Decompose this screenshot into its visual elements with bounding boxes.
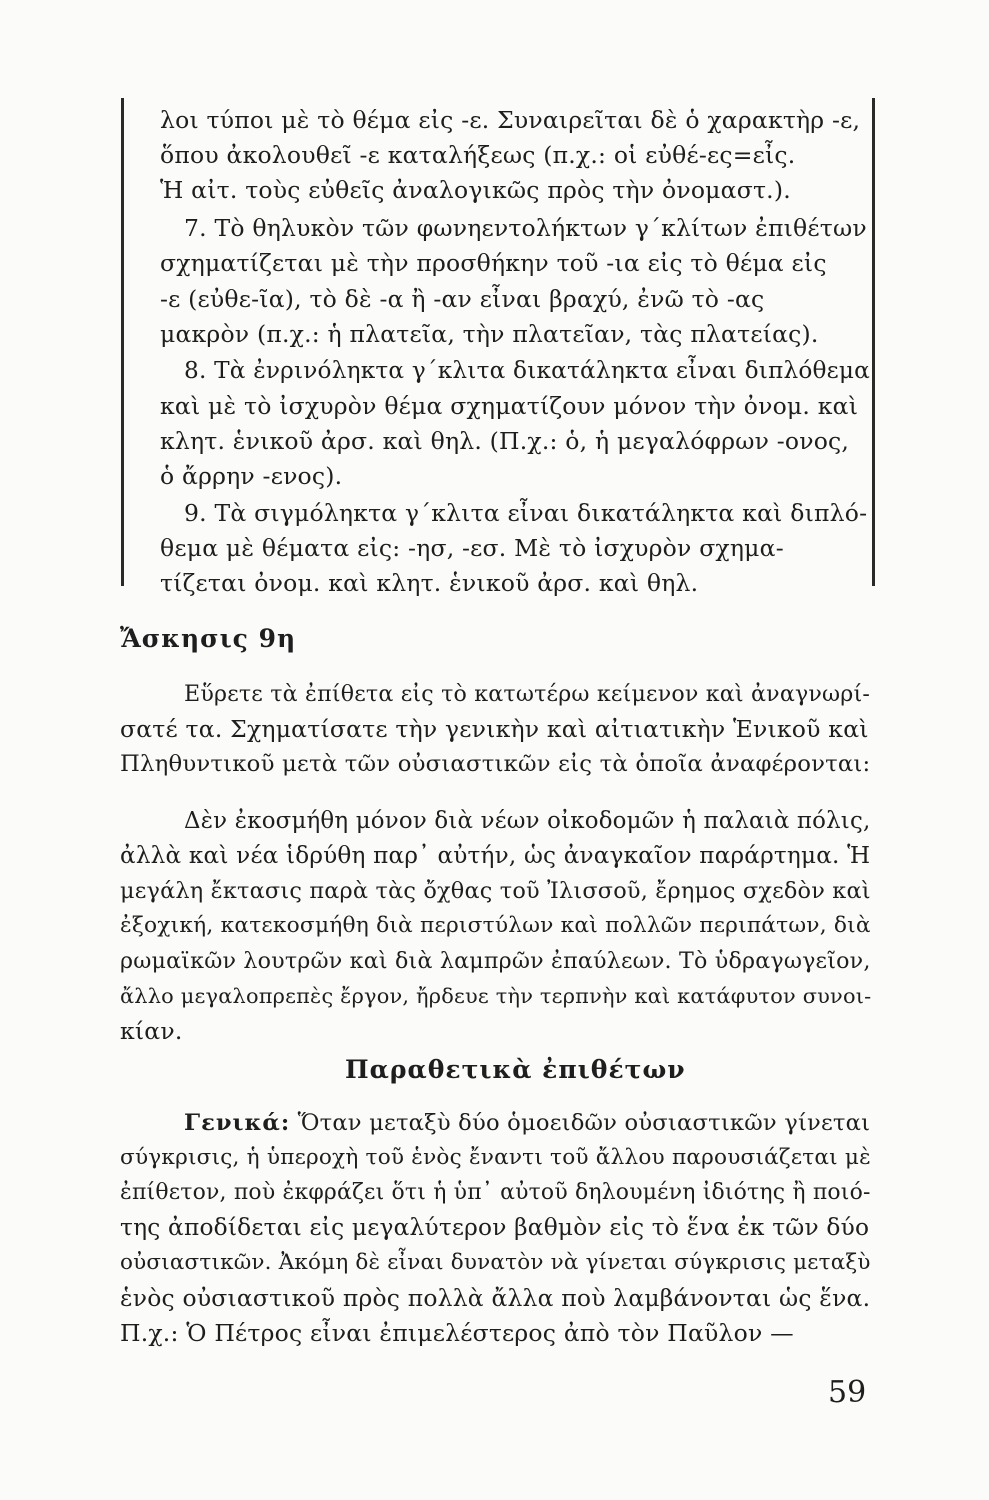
right-margin-rule bbox=[872, 98, 875, 586]
text-line: Δὲν ἐκοσμήθη μόνον διὰ νέων οἰκοδομῶν ἡ παλαιὰ πόλις, bbox=[184, 808, 871, 834]
text-line: -ε (εὐθε-ῖα), τὸ δὲ -α ἢ -αν εἶναι βραχύ, ἐνῶ τὸ -ας bbox=[160, 285, 765, 313]
text-line: Πληθυντικοῦ μετὰ τῶν οὐσιαστικῶν εἰς τὰ ὁποῖα ἀναφέρονται: bbox=[120, 751, 871, 777]
text-line: κίαν. bbox=[120, 1017, 183, 1045]
left-margin-rule bbox=[121, 98, 124, 586]
text-line: της ἀποδίδεται εἰς μεγαλύτερον βαθμὸν εἰς τὸ ἕνα ἐκ τῶν δύο bbox=[120, 1214, 870, 1241]
lead-word: Γενικά: bbox=[184, 1110, 291, 1136]
text-line: ἑνὸς οὐσιαστικοῦ πρὸς πολλὰ ἄλλα ποὺ λαμβάνονται ὡς ἕνα. bbox=[120, 1284, 871, 1312]
exercise-heading: Ἄσκησις 9η bbox=[120, 624, 297, 653]
text-line: μακρὸν (π.χ.: ἡ πλατεῖα, τὴν πλατεῖαν, τὰς πλατείας). bbox=[160, 320, 819, 348]
text-line: 8. Τὰ ἐνρινόληκτα γ΄κλιτα δικατάληκτα εἶναι διπλόθεμα bbox=[184, 357, 871, 384]
text-line: ὅπου ἀκολουθεῖ -ε καταλήξεως (π.χ.: οἱ εὐθέ-ες=εἶς. bbox=[160, 141, 796, 169]
text-line bbox=[184, 1107, 870, 1139]
text-line: θεμα μὲ θέματα εἰς: -ησ, -εσ. Μὲ τὸ ἰσχυρὸν σχημα- bbox=[160, 534, 784, 562]
text-line: ἐξοχική, κατεκοσμήθη διὰ περιστύλων καὶ πολλῶν περιπάτων, διὰ bbox=[120, 913, 871, 938]
text-line: μεγάλη ἔκτασις παρὰ τὰς ὄχθας τοῦ Ἰλισσοῦ, ἔρημος σχεδὸν καὶ bbox=[120, 878, 871, 904]
text-line: σύγκρισις, ἡ ὑπεροχὴ τοῦ ἑνὸς ἔναντι τοῦ ἄλλου παρουσιάζεται μὲ bbox=[120, 1145, 871, 1170]
text-line: ἐπίθετον, ποὺ ἐκφράζει ὅτι ἡ ὑπ᾽ αὐτοῦ δηλουμένη ἰδιότης ἢ ποιό- bbox=[120, 1180, 871, 1205]
text-line: ἄλλο μεγαλοπρεπὲς ἔργον, ἤρδευε τὴν τερπνὴν καὶ κατάφυτον συνοι- bbox=[120, 984, 872, 1008]
text-line: Εὕρετε τὰ ἐπίθετα εἰς τὸ κατωτέρω κείμενον καὶ ἀναγνωρί- bbox=[184, 681, 871, 707]
text-line: λοι τύποι μὲ τὸ θέμα εἰς -ε. Συναιρεῖται δὲ ὁ χαρακτὴρ -ε, bbox=[160, 106, 861, 134]
text-line: 9. Τὰ σιγμόληκτα γ΄κλιτα εἶναι δικατάληκτα καὶ διπλό- bbox=[184, 499, 868, 527]
text-line: καὶ μὲ τὸ ἰσχυρὸν θέμα σχηματίζουν μόνον τὴν ὀνομ. καὶ bbox=[160, 392, 859, 420]
text-line: ἀλλὰ καὶ νέα ἱδρύθη παρ᾽ αὐτήν, ὡς ἀναγκαῖον παράρτημα. Ἡ bbox=[120, 843, 871, 869]
text-line: τίζεται ὀνομ. καὶ κλητ. ἑνικοῦ ἀρσ. καὶ θηλ. bbox=[160, 569, 699, 597]
text-line: ὁ ἄρρην -ενος). bbox=[160, 462, 343, 490]
text-line: σχηματίζεται μὲ τὴν προσθήκην τοῦ -ια εἰς τὸ θέμα εἰς bbox=[160, 249, 827, 277]
page-number: 59 bbox=[828, 1375, 867, 1410]
text-line: Ἡ αἰτ. τοὺς εὐθεῖς ἀναλογικῶς πρὸς τὴν ὀνομαστ.). bbox=[160, 176, 791, 204]
text-line: κλητ. ἑνικοῦ ἀρσ. καὶ θηλ. (Π.χ.: ὁ, ἡ μεγαλόφρων -ονος, bbox=[160, 427, 850, 455]
text-line: οὐσιαστικῶν. Ἀκόμη δὲ εἶναι δυνατὸν νὰ γίνεται σύγκρισις μεταξὺ bbox=[120, 1250, 871, 1275]
text-line: σατέ τα. Σχηματίσατε τὴν γενικὴν καὶ αἰτιατικὴν Ἑνικοῦ καὶ bbox=[120, 715, 869, 743]
text-line: 7. Τὸ θηλυκὸν τῶν φωνηεντολήκτων γ΄κλίτων ἐπιθέτων bbox=[184, 214, 867, 242]
lead-line-text: Ὅταν μεταξὺ δύο ὁμοειδῶν οὐσιαστικῶν γίνεται bbox=[297, 1110, 871, 1136]
text-line: Π.χ.: Ὁ Πέτρος εἶναι ἐπιμελέστερος ἀπὸ τὸν Παῦλον — bbox=[120, 1319, 794, 1347]
section-heading-comparison: Παραθετικὰ ἐπιθέτων bbox=[345, 1055, 686, 1084]
text-line: ρωμαϊκῶν λουτρῶν καὶ διὰ λαμπρῶν ἐπαύλεων. Τὸ ὑδραγωγεῖον, bbox=[120, 948, 871, 974]
